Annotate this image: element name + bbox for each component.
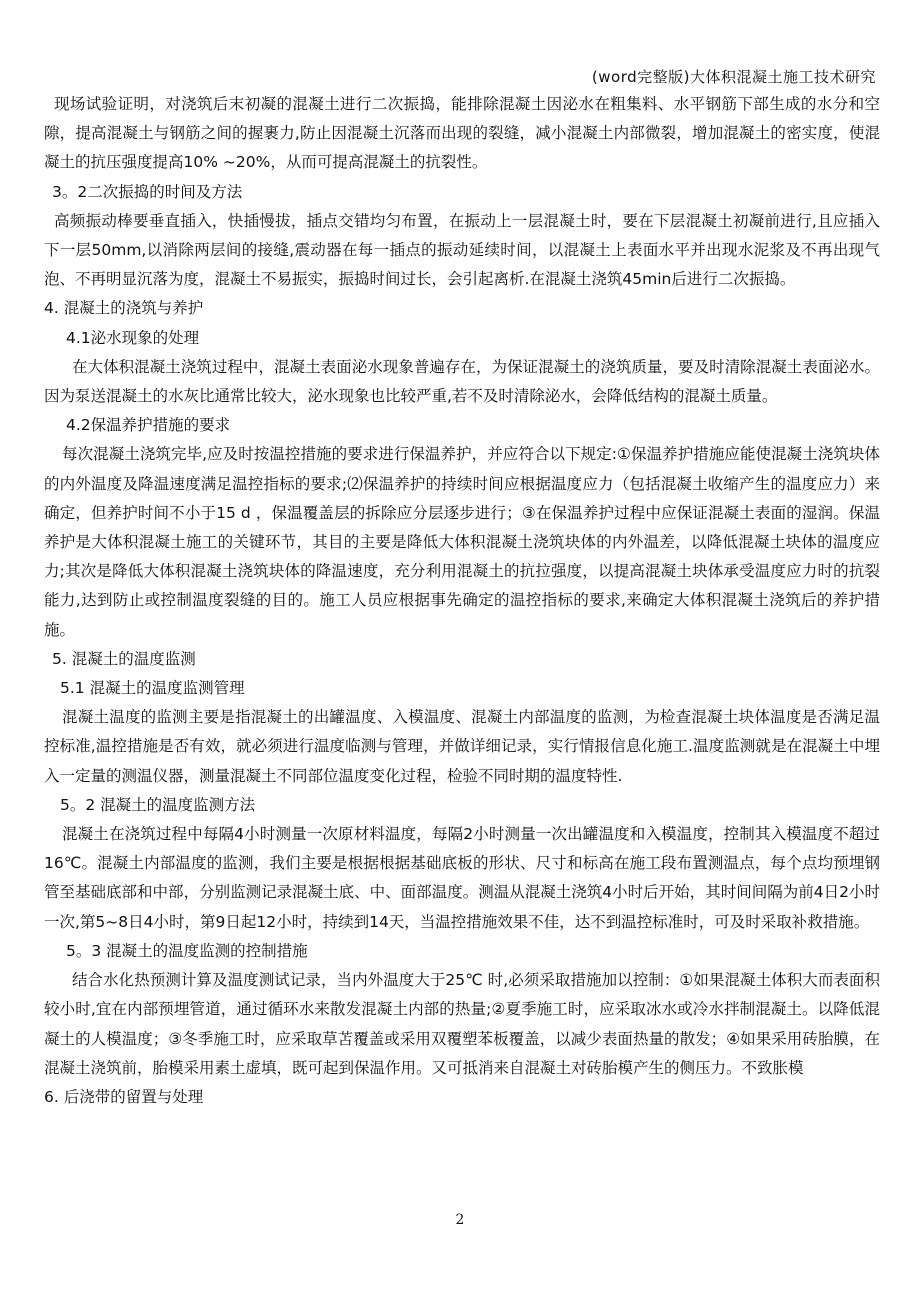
paragraph-secondary-vibration-benefits: 现场试验证明，对浇筑后末初凝的混凝土进行二次振捣，能排除混凝土因泌水在粗集料、水平钢筋下部生成的水分和空隙，提高混凝土与钢筋之间的握裹力,防止因混凝土沉落而出现的裂缝，减小混凝土内部微裂，增加混凝土的密实度，使混凝土的抗压强度提高10% ~20%，从而可提高混凝土的抗裂性。 xyxy=(44,95,880,172)
subheading-4-1: 4.1泌水现象的处理 xyxy=(66,328,200,347)
subheading-5-3: 5。3 混凝土的温度监测的控制措施 xyxy=(66,941,308,960)
page-number: 2 xyxy=(455,1212,465,1228)
heading-5: 5. 混凝土的温度监测 xyxy=(52,649,196,668)
subheading-5-2: 5。2 混凝土的温度监测方法 xyxy=(60,795,256,814)
paragraph-curing-requirements: 每次混凝土浇筑完毕,应及时按温控措施的要求进行保温养护，并应符合以下规定:①保温养护措施应能使混凝土浇筑块体的内外温度及降温速度满足温控指标的要求;⑵保温养护的持续时间应根据温度应力（包括混凝土收缩产生的温度应力）来确定，但养护时间不小于15 d ，保温覆盖层的拆除应分层逐步进行；③在保温养护过程中应保证混凝土表面的湿润。保温养护是大体积混凝土施工的关键环节，其目的主要是降低大体积混凝土浇筑块体的内外温差，以降低混凝土块体的温度应力;其次是降低大体积混凝土浇筑块体的降温速度，充分利用混凝土的抗拉强度，以提高混凝土块体承受温度应力时的抗裂能力,达到防止或控制温度裂缝的目的。施工人员应根据事先确定的温控指标的要求,来确定大体积混凝土浇筑后的养护措施。 xyxy=(44,445,880,639)
paragraph-temperature-monitoring-method: 混凝土在浇筑过程中每隔4小时测量一次原材料温度，每隔2小时测量一次出罐温度和入模温度，控制其入模温度不超过16℃。混凝土内部温度的监测，我们主要是根据根据基础底板的形状、尺寸和标高在施工段布置测温点，每个点均预埋钢管至基础底部和中部，分别监测记录混凝土底、中、面部温度。测温从混凝土浇筑4小时后开始，其时间间隔为前4日2小时一次,第5~8日4小时，第9日起12小时，持续到14天，当温控措施效果不佳，达不到温控标准时，可及时采取补救措施。 xyxy=(44,825,880,931)
document-header-title: (word完整版)大体积混凝土施工技术研究 xyxy=(591,68,876,86)
heading-6: 6. 后浇带的留置与处理 xyxy=(44,1087,204,1106)
paragraph-bleeding-water: 在大体积混凝土浇筑过程中，混凝土表面泌水现象普遍存在，为保证混凝土的浇筑质量，要及时清除混凝土表面泌水。因为泵送混凝土的水灰比通常比较大，泌水现象也比较严重,若不及时清除泌水，会降低结构的混凝土质量。 xyxy=(44,357,880,406)
heading-4: 4. 混凝土的浇筑与养护 xyxy=(44,299,204,318)
document-body xyxy=(44,90,880,1112)
paragraph-vibration-method: 高频振动棒要垂直插入，快插慢拔，插点交错均匀布置，在振动上一层混凝土时，要在下层混凝土初凝前进行,且应插入下一层50mm,以消除两层间的接缝,震动器在每一插点的振动延续时间，以混凝土上表面水平并出现水泥浆及不再出现气泡、不再明显沉落为度，混凝土不易振实，振捣时间过长，会引起离析.在混凝土浇筑45min后进行二次振捣。 xyxy=(44,211,880,289)
subheading-5-1: 5.1 混凝土的温度监测管理 xyxy=(60,679,245,698)
paragraph-temperature-monitoring-management: 混凝土温度的监测主要是指混凝土的出罐温度、入模温度、混凝土内部温度的监测，为检查混凝土块体温度是否满足温控标准,温控措施是否有效，就必须进行温度临测与管理，并做详细记录，实行情报信息化施工.温度监测就是在混凝土中埋入一定量的测温仪器，测量混凝土不同部位温度变化过程，检验不同时期的温度特性. xyxy=(44,708,880,785)
subheading-4-2: 4.2保温养护措施的要求 xyxy=(66,416,231,435)
paragraph-control-measures: 结合水化热预测计算及温度测试记录，当内外温度大于25℃ 时,必须采取措施加以控制：①如果混凝土体积大而表面积较小时,宜在内部预埋管道，通过循环水来散发混凝土内部的热量;②夏季施工时，应采取冰水或冷水拌制混凝土。以降低混凝土的人模温度；③冬季施工时，应采取草苫覆盖或采用双覆塑苯板覆盖，以减少表面热量的散发；④如果采用砖胎膜，在混凝土浇筑前，胎模采用素土虚填，既可起到保温作用。又可抵消来自混凝土对砖胎模产生的侧压力。不致胀模 xyxy=(44,971,880,1077)
subheading-3-2: 3。2二次振捣的时间及方法 xyxy=(52,182,243,201)
